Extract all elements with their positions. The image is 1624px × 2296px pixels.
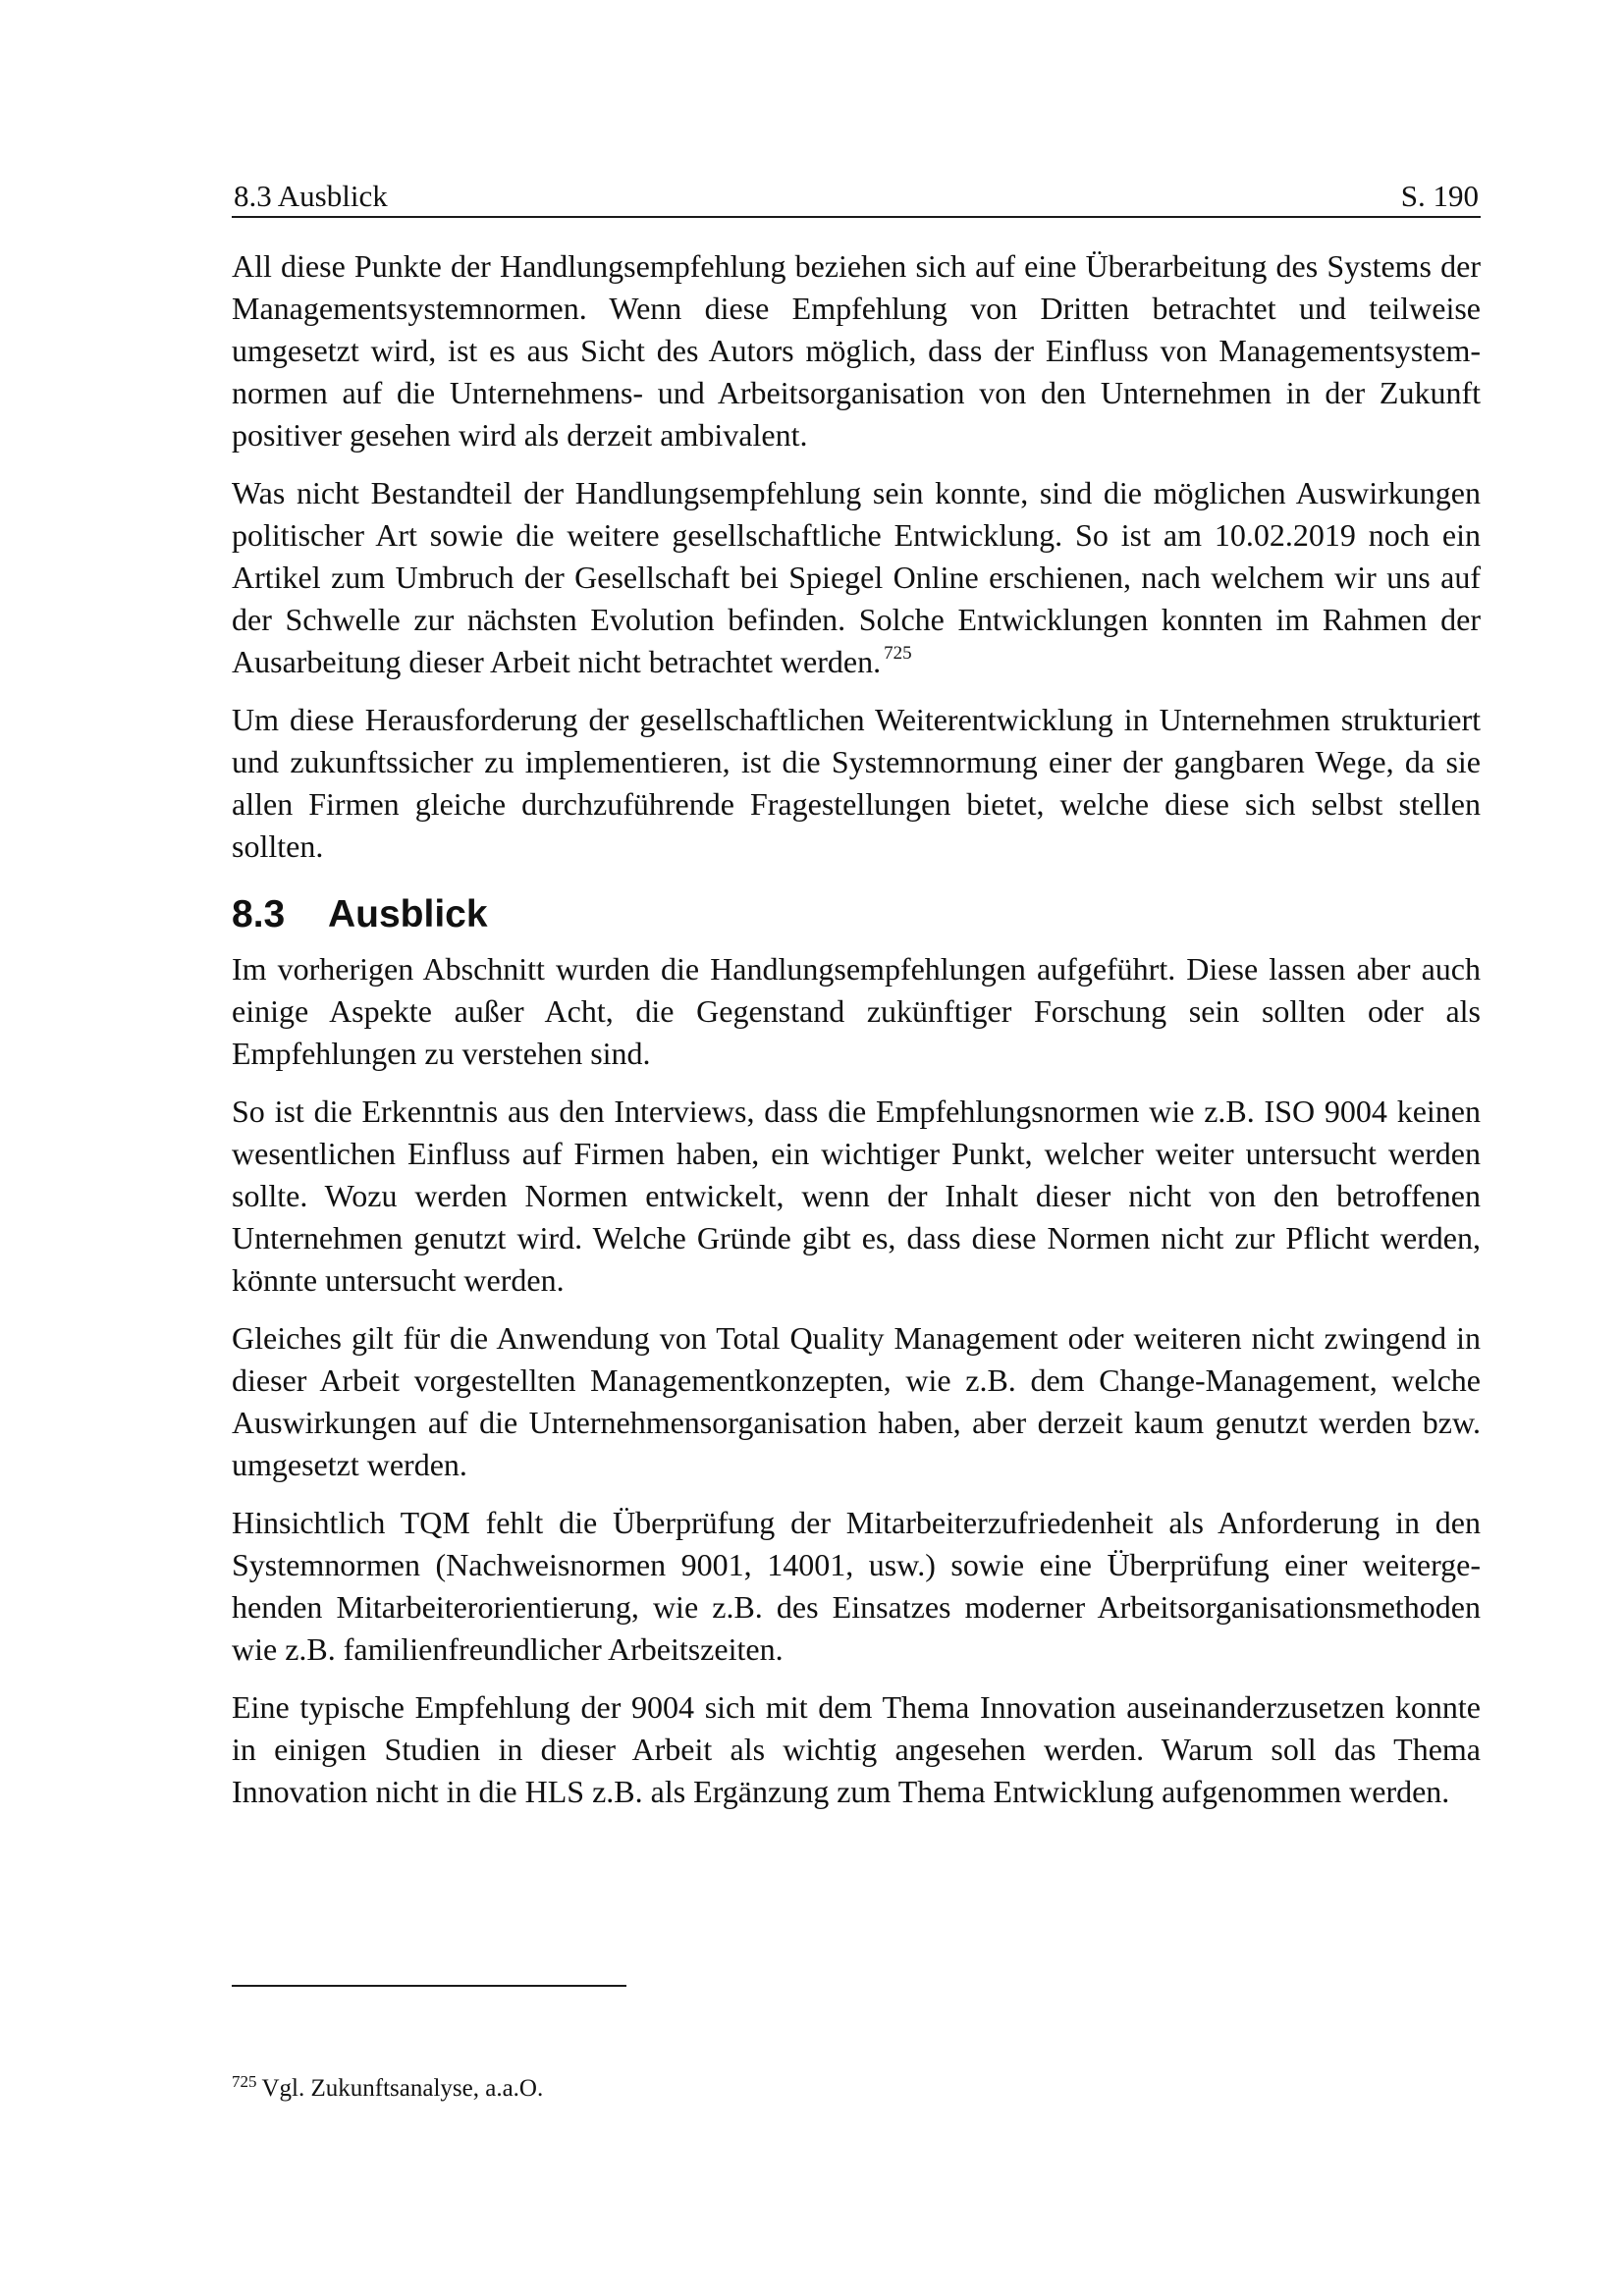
- paragraph: Eine typische Empfehlung der 9004 sich mit dem Thema Innovation auseinanderzusetzen konnte in einigen Studien in dieser Arbeit als wichtig angesehen werden. Warum soll das Thema Innovation nicht in die HLS z.B. als Ergänzung zum Thema Entwicklung aufgenommen werden.: [232, 1689, 1481, 1809]
- running-header: [232, 177, 1481, 218]
- footnote-separator: [232, 1985, 626, 1987]
- header-section-title: 8.3 Ausblick: [234, 179, 388, 213]
- section-number: 8.3: [232, 893, 286, 935]
- paragraph: Um diese Herausforderung der gesellschaftlichen Weiterentwicklung in Unternehmen strukturiert und zukunftssicher zu implementieren, ist die Systemnormung einer der gangbaren Wege, da sie allen Firmen gleiche durchzuführende Fragestellungen bietet, welche diese sich selbst stellen sollten.: [232, 702, 1481, 864]
- paragraph: So ist die Erkenntnis aus den Interviews, dass die Empfehlungsnormen wie z.B. ISO 9004 keinen wesentlichen Einfluss auf Firmen haben, ein wichtiger Punkt, welcher weiter untersucht werden sollte. Wozu werden Normen entwickelt, wenn der Inhalt dieser nicht von den betroffenen Unternehmen genutzt wird. Welche Gründe gibt es, dass diese Normen nicht zur Pflicht werden, könnte untersucht werden.: [232, 1094, 1481, 1298]
- paragraph: Gleiches gilt für die Anwendung von Total Quality Management oder weiteren nicht zwingend in dieser Arbeit vorgestellten Managementkonzepten, wie z.B. dem Change-Management, welche Auswirkungen auf die Unternehmensorganisation haben, aber derzeit kaum genutzt werden bzw. umgesetzt werden.: [232, 1320, 1481, 1482]
- document-page: [232, 0, 1481, 2296]
- paragraph: Im vorherigen Abschnitt wurden die Handlungsempfehlungen aufgeführt. Diese lassen aber auch einige Aspekte außer Acht, die Gegenstand zukünftiger Forschung sein sollten oder als Empfehlungen zu verstehen sind.: [232, 951, 1481, 1071]
- footnote-text: Vgl. Zukunftsanalyse, a.a.O.: [261, 2075, 544, 2102]
- paragraph-text: Was nicht Bestandteil der Handlungsempfehlung sein konnte, sind die möglichen Auswirkungen politischer Art sowie die weitere gesellschaftliche Entwicklung. So ist am 10.02.2019 noch ein Artikel zum Umbruch der Gesellschaft bei Spiegel Online erschienen, nach welchem wir uns auf der Schwelle zur nächsten Evolution befinden. Solche Entwicklungen konnten im Rahmen der Ausarbeitung dieser Arbeit nicht betrachtet werden.: [232, 475, 1481, 679]
- section-heading: [232, 889, 1481, 940]
- paragraph-with-footnote: [232, 472, 1481, 683]
- footnote: [232, 2073, 1481, 2105]
- footnote-number: 725: [232, 2072, 257, 2091]
- header-page-number: S. 190: [1400, 179, 1479, 213]
- body-text: [232, 245, 1481, 1829]
- paragraph: Hinsichtlich TQM fehlt die Überprüfung der Mitarbeiterzufriedenheit als Anforderung in den Systemnormen (Nachweisnormen 9001, 14001, usw.) sowie eine Überprüfung einer weitergehenden Mitarbeiterorientierung, wie z.B. des Einsatzes moderner Arbeitsorganisationsmethoden wie z.B. familienfreundlicher Arbeitszeiten.: [232, 1505, 1481, 1667]
- section-title: Ausblick: [328, 893, 488, 935]
- paragraph: All diese Punkte der Handlungsempfehlung beziehen sich auf eine Überarbeitung des Systems der Managementsystemnormen. Wenn diese Empfehlung von Dritten betrachtet und teilweise umgesetzt wird, ist es aus Sicht des Autors möglich, dass der Einfluss von Managementsystemnormen auf die Unternehmens- und Arbeitsorganisation von den Unternehmen in der Zukunft positiver gesehen wird als derzeit ambivalent.: [232, 248, 1481, 453]
- footnote-reference: 725: [884, 643, 912, 664]
